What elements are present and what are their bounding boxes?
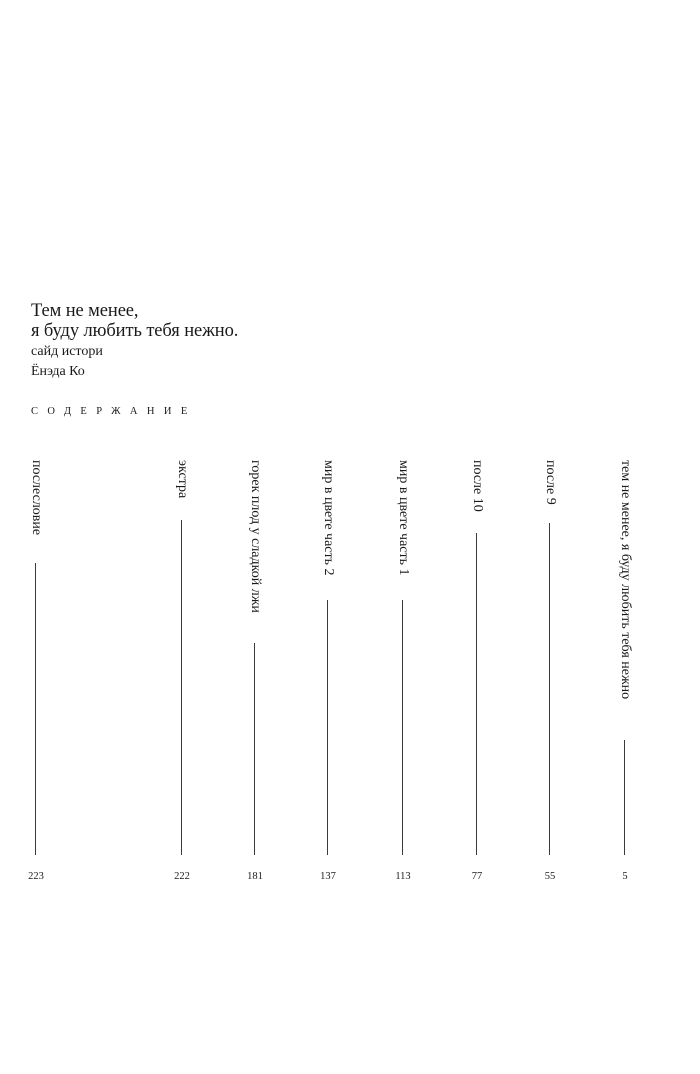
toc-entry-label: мир в цвете часть 2 <box>321 460 336 576</box>
toc-page-number: 77 <box>471 871 483 882</box>
toc-entry-label: горек плод у сладкой лжи <box>248 460 263 613</box>
toc-leader-line <box>624 740 625 855</box>
toc-entry[interactable] <box>26 460 46 855</box>
book-subtitle: сайд истори <box>31 344 103 359</box>
toc-entry[interactable] <box>615 460 635 855</box>
toc-leader-line <box>181 520 182 855</box>
toc-page-number: 181 <box>247 871 263 882</box>
toc-leader-line <box>254 643 255 855</box>
toc-page-number: 55 <box>544 871 556 882</box>
toc-entry-label: после 10 <box>470 460 485 512</box>
toc-page-number: 137 <box>320 871 336 882</box>
toc-entry[interactable] <box>318 460 338 855</box>
book-title-line-1: Тем не менее, <box>31 301 139 321</box>
book-title <box>31 301 238 341</box>
book-title-line-2: я буду любить тебя нежно. <box>31 321 239 341</box>
toc-page-number: 222 <box>174 871 190 882</box>
toc-entry-label: послесловие <box>29 460 44 536</box>
toc-leader-line <box>549 523 550 855</box>
toc-page-number: 5 <box>622 871 628 882</box>
toc-entry[interactable] <box>540 460 560 855</box>
toc-entry-label: экстра <box>175 460 190 499</box>
toc-entry[interactable] <box>172 460 192 855</box>
toc-page-number: 113 <box>395 871 411 882</box>
toc-entry-label: мир в цвете часть 1 <box>396 460 411 576</box>
toc-leader-line <box>476 533 477 855</box>
toc-entry[interactable] <box>393 460 413 855</box>
toc-leader-line <box>327 600 328 855</box>
toc-leader-line <box>402 600 403 855</box>
toc-entry-label: после 9 <box>543 460 558 505</box>
toc-leader-line <box>35 563 36 855</box>
toc-entry-label: тем не менее, я буду любить тебя нежно <box>618 460 633 700</box>
book-author: Ёнэда Ко <box>31 364 85 379</box>
contents-heading: СОДЕРЖАНИЕ <box>31 406 197 417</box>
toc-entry[interactable] <box>245 460 265 855</box>
toc-page-number: 223 <box>28 871 44 882</box>
toc-entry[interactable] <box>467 460 487 855</box>
